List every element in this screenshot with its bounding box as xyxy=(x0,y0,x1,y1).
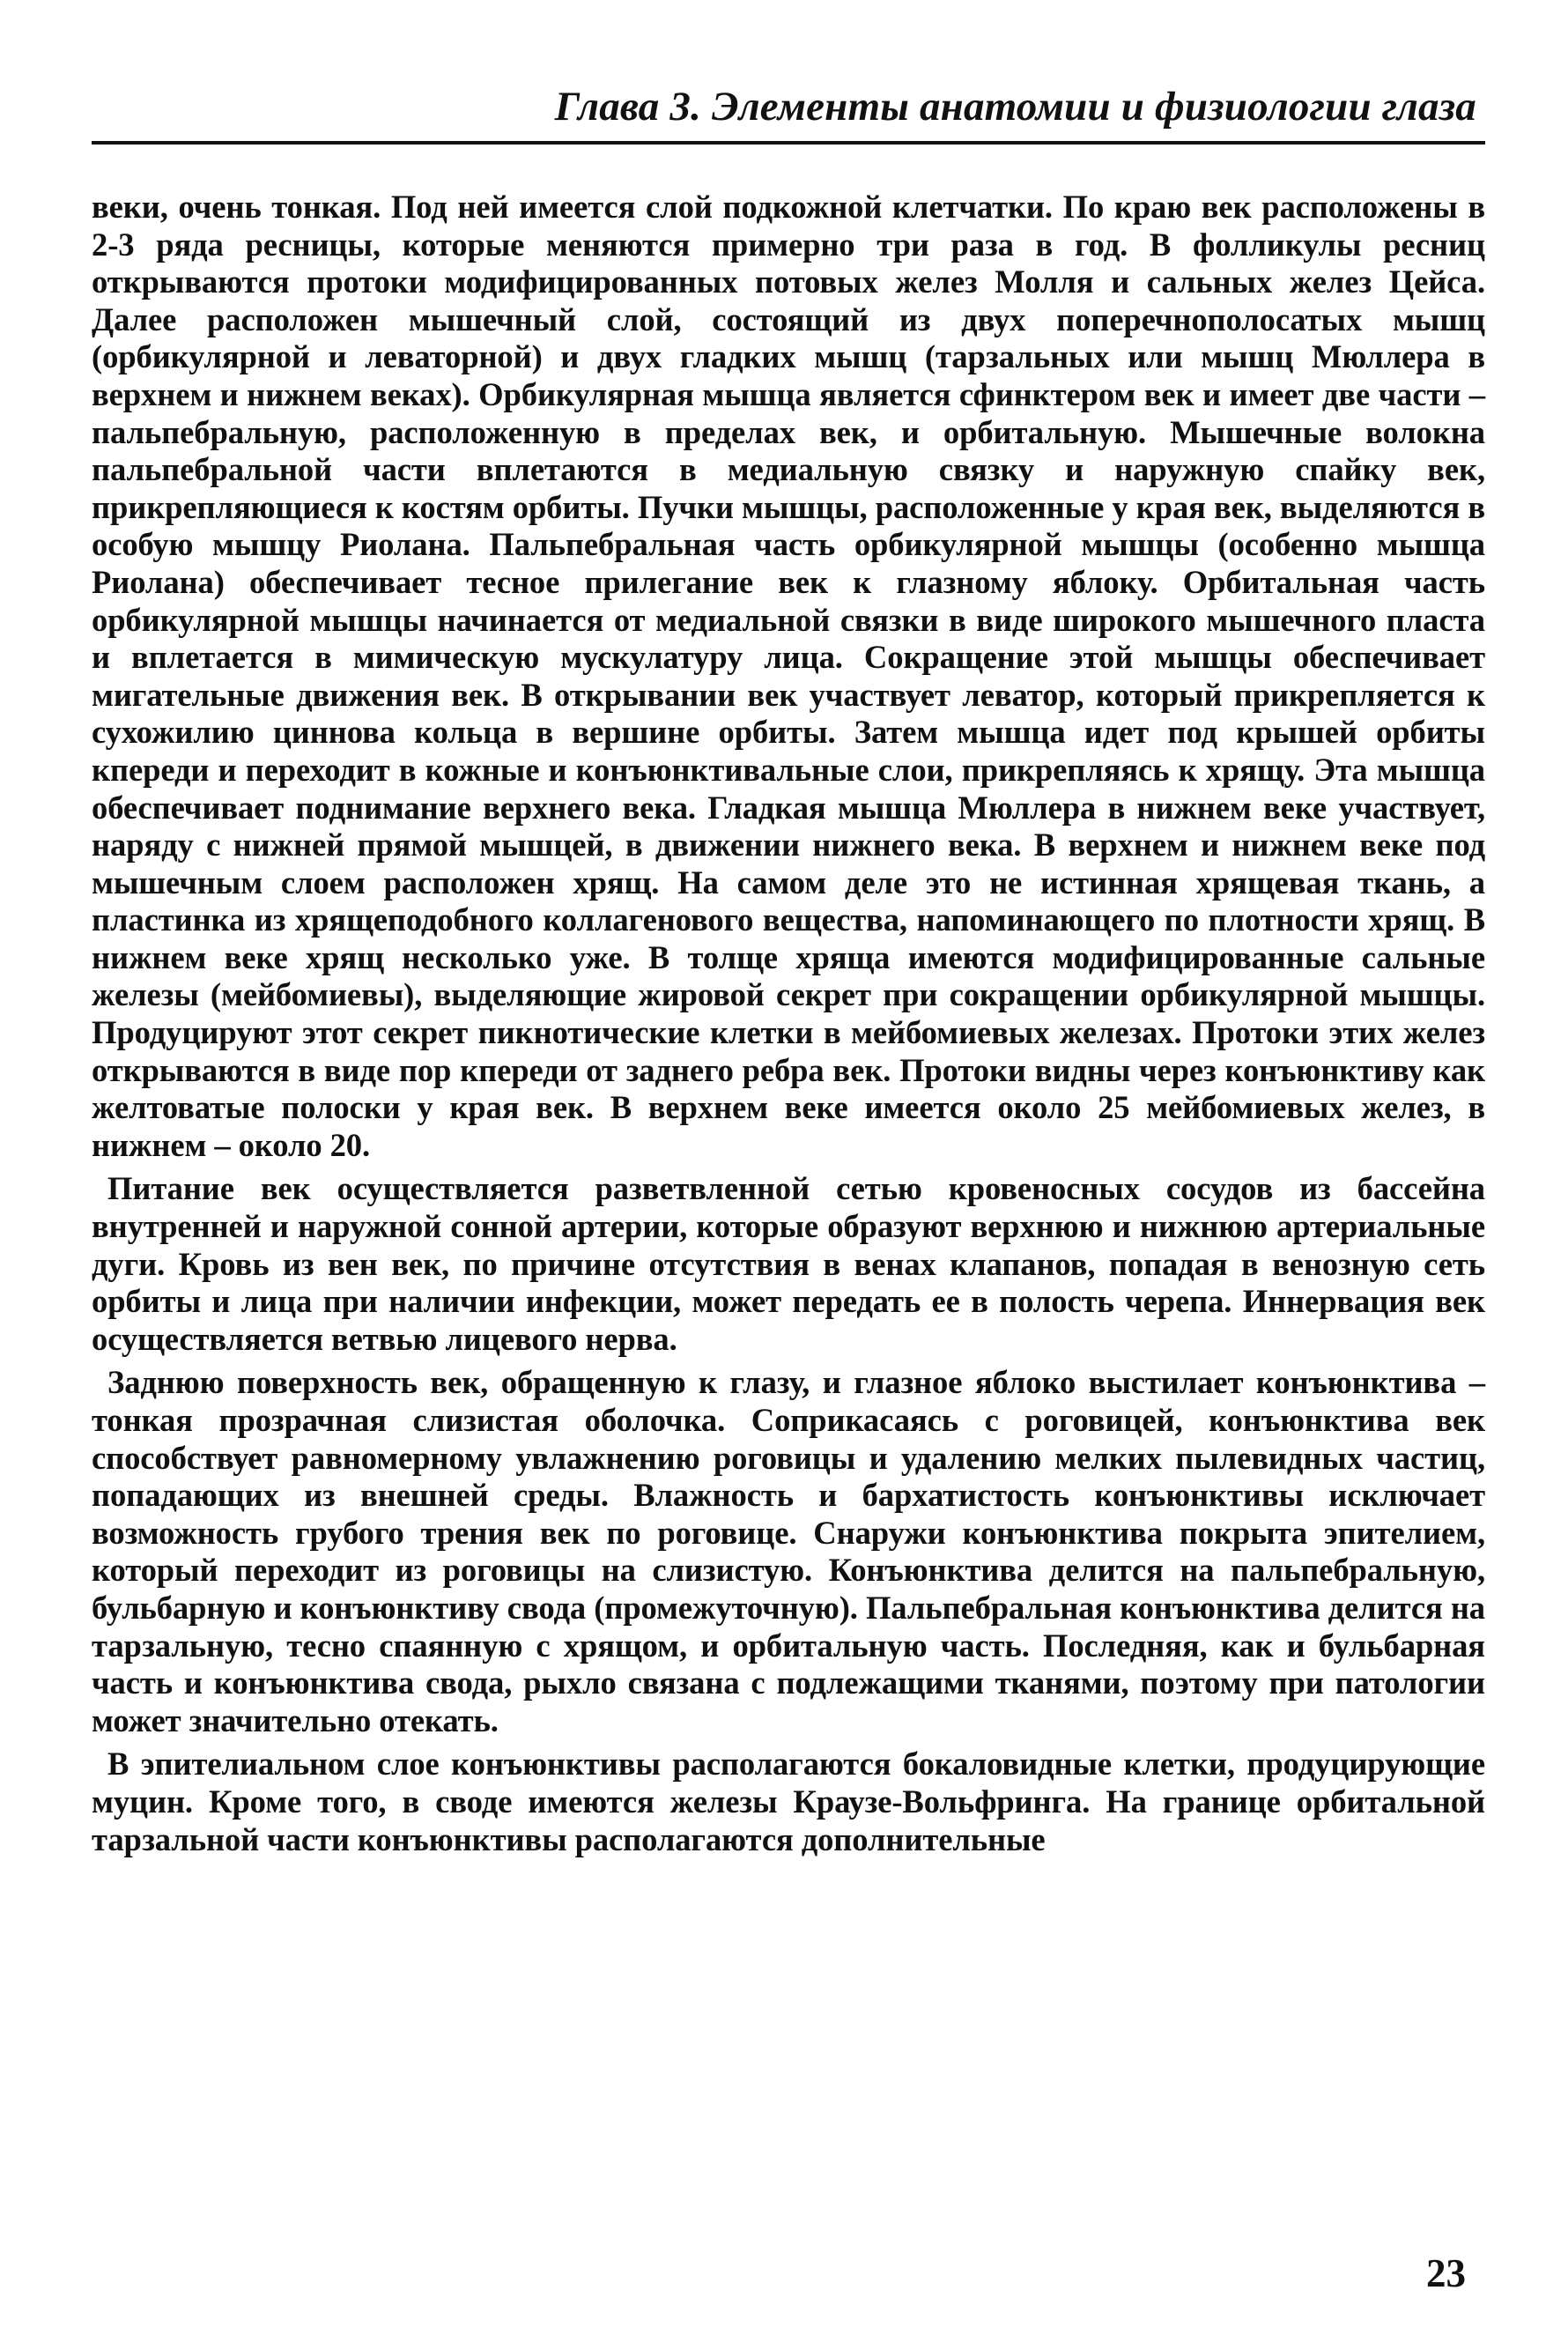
running-header: Глава 3. Элементы анатомии и физиологии глаза xyxy=(554,84,1476,130)
page-number: 23 xyxy=(1426,2251,1466,2295)
header-rule xyxy=(92,141,1485,145)
body-text xyxy=(92,189,1485,1864)
paragraph-conjunctiva-glands: В эпителиальном слое конъюнктивы располагаются бокаловидные клетки, продуцирующие муцин. Кроме того, в своде имеются железы Краузе-Вольфринга. На границе орбитальной тарзальной части конъюнктивы располагаются дополнительные xyxy=(92,1746,1485,1857)
book-page xyxy=(92,76,1485,2296)
paragraph-eyelid-blood-supply: Питание век осуществляется разветвленной сетью кровеносных сосудов из бассейна внутренней и наружной сонной артерии, которые образуют верхнюю и нижнюю артериальные дуги. Кровь из вен век, по причине отсутствия в венах клапанов, попадая в венозную сеть орбиты и лица при наличии инфекции, может передать ее в полость черепа. Иннервация век осуществляется ветвью лицевого нерва. xyxy=(92,1170,1485,1357)
paragraph-eyelid-structure: веки, очень тонкая. Под ней имеется слой подкожной клетчатки. По краю век расположены в 2-3 ряда ресницы, которые меняются примерно три раза в год. В фолликулы ресниц открываются протоки модифицированных потовых желез Молля и сальных желез Цейса. Далее расположен мышечный слой, состоящий из двух поперечнополосатых мышц (орбикулярной и леваторной) и двух гладких мышц (тарзальных или мышц Мюллера в верхнем и нижнем веках). Орбикулярная мышца является сфинктером век и имеет две части – пальпебральную, расположенную в пределах век, и орбитальную. Мышечные волокна пальпебральной части вплетаются в медиальную связку и наружную спайку век, прикрепляющиеся к костям орбиты. Пучки мышцы, расположенные у края век, выделяются в особую мышцу Риолана. Пальпебральная часть орбикулярной мышцы (особенно мышца Риолана) обеспечивает тесное прилегание век к глазному яблоку. Орбитальная часть орбикулярной мышцы начинается от медиальной связки в виде широкого мышечного пласта и вплетается в мимическую мускулатуру лица. Сокращение этой мышцы обеспечивает мигательные движения век. В открывании век участвует леватор, который прикрепляется к сухожилию циннова кольца в вершине орбиты. Затем мышца идет под крышей орбиты кпереди и переходит в кожные и конъюнктивальные слои, прикрепляясь к хрящу. Эта мышца обеспечивает поднимание верхнего века. Гладкая мышца Мюллера в нижнем веке участвует, наряду с нижней прямой мышцей, в движении нижнего века. В верхнем и нижнем веке под мышечным слоем расположен хрящ. На самом деле это не истинная хрящевая ткань, а пластинка из хрящеподобного коллагенового вещества, напоминающего по плотности хрящ. В нижнем веке хрящ несколько уже. В толще хряща имеются модифицированные сальные железы (мейбомиевы), выделяющие жировой секрет при сокращении орбикулярной мышцы. Продуцируют этот секрет пикнотические клетки в мейбомиевых железах. Протоки этих желез открываются в виде пор кпереди от заднего ребра век. Протоки видны через конъюнктиву как желтоватые полоски у края век. В верхнем веке имеется около 25 мейбомиевых желез, в нижнем – около 20. xyxy=(92,189,1485,1163)
paragraph-conjunctiva: Заднюю поверхность век, обращенную к глазу, и глазное яблоко выстилает конъюнктива – тонкая прозрачная слизистая оболочка. Соприкасаясь с роговицей, конъюнктива век способствует равномерному увлажнению роговицы и удалению мелких пылевидных частиц, попадающих из внешней среды. Влажность и бархатистость конъюнктивы исключает возможность грубого трения век по роговице. Снаружи конъюнктива покрыта эпителием, который переходит из роговицы на слизистую. Конъюнктива делится на пальпебральную, бульбарную и конъюнктиву свода (промежуточную). Пальпебральная конъюнктива делится на тарзальную, тесно спаянную с хрящом, и орбитальную часть. Последняя, как и бульбарная часть и конъюнктива свода, рыхло связана с подлежащими тканями, поэтому при патологии может значительно отекать. xyxy=(92,1364,1485,1738)
